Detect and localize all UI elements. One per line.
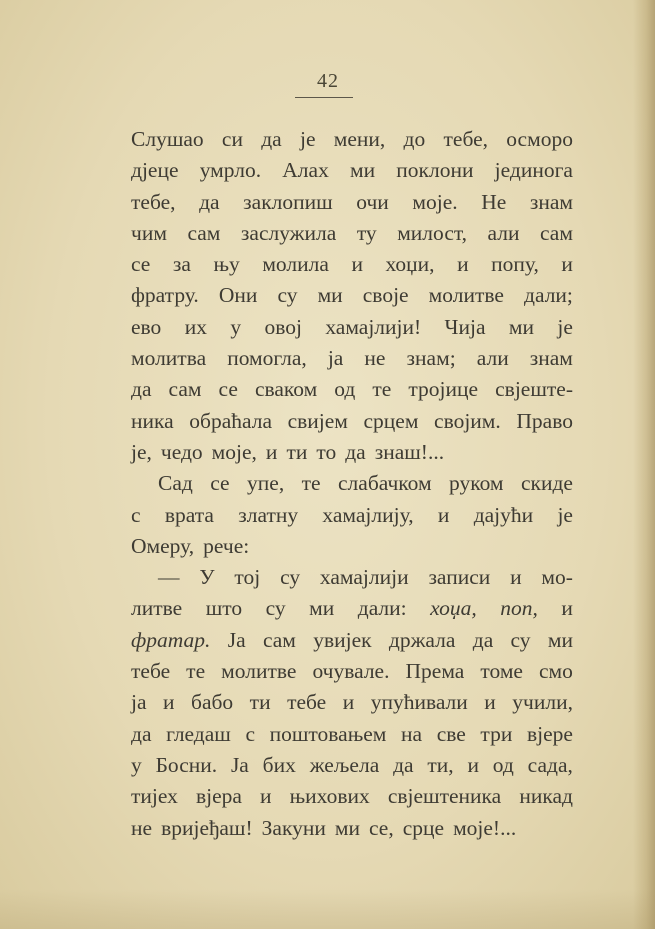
word: се, xyxy=(368,815,394,840)
word: што xyxy=(205,596,243,621)
word: сам xyxy=(168,377,202,402)
word: упућивали xyxy=(370,690,468,715)
text-line xyxy=(131,687,573,718)
word: — xyxy=(158,565,180,590)
word: Алах xyxy=(282,158,329,183)
word: тебе xyxy=(287,690,327,715)
text-line xyxy=(131,406,573,437)
word: дали: xyxy=(357,596,407,621)
word: у xyxy=(131,752,142,777)
text-line xyxy=(131,656,573,687)
word: знам xyxy=(529,189,573,214)
text-line xyxy=(131,531,573,562)
word: ми xyxy=(317,283,343,308)
word: и xyxy=(265,439,278,464)
word: тој xyxy=(234,565,261,590)
word: својим. xyxy=(434,408,501,433)
word: помогла, xyxy=(227,346,307,371)
word: срце xyxy=(402,815,445,840)
word: тијех xyxy=(131,784,178,809)
word: знам xyxy=(529,346,573,371)
word: с xyxy=(245,721,256,746)
word: чим xyxy=(131,220,167,245)
word: ми xyxy=(508,314,535,339)
word: учили, xyxy=(512,690,573,715)
text-line xyxy=(131,374,573,405)
word: молитве xyxy=(428,283,504,308)
word: се xyxy=(131,252,151,277)
word: их xyxy=(184,314,207,339)
word: да xyxy=(131,721,152,746)
page-bottom-shadow xyxy=(0,889,655,929)
word: је xyxy=(557,314,573,339)
word: и xyxy=(260,784,272,809)
word: али xyxy=(476,346,509,371)
word: бабо xyxy=(191,690,234,715)
word: Ја xyxy=(230,752,249,777)
word: све xyxy=(436,721,466,746)
word: је xyxy=(299,127,316,151)
word: с xyxy=(131,502,141,527)
word: сам xyxy=(539,220,573,245)
word: ту xyxy=(356,220,377,245)
text-line xyxy=(131,312,573,343)
text-line xyxy=(131,280,573,311)
word: ти xyxy=(249,690,271,715)
word: њу xyxy=(213,252,240,277)
word: ја xyxy=(327,346,344,371)
word: попу, xyxy=(491,252,539,277)
word: очи xyxy=(356,189,389,214)
word: на xyxy=(401,721,423,746)
word: да xyxy=(199,189,220,214)
word: ти, xyxy=(427,752,454,777)
word: су xyxy=(265,596,286,621)
word: моје. xyxy=(412,189,458,214)
word: су xyxy=(277,283,298,308)
word: Чија xyxy=(444,314,486,339)
word: никад xyxy=(519,784,573,809)
word: не xyxy=(364,346,386,371)
word: да xyxy=(472,627,494,652)
word: Према xyxy=(405,659,465,684)
word: држала xyxy=(388,627,456,652)
word: тројице xyxy=(408,377,479,402)
word: чедо xyxy=(160,439,203,464)
word: знаш!... xyxy=(374,439,445,464)
word: се xyxy=(210,471,230,496)
word: обраћала xyxy=(189,408,273,433)
word: до xyxy=(403,127,426,151)
word: фратру. xyxy=(131,283,199,308)
word: ево xyxy=(131,314,162,339)
word: хоџа, xyxy=(430,596,477,621)
word: осморо xyxy=(506,127,573,151)
word: молила xyxy=(262,252,329,277)
word: руком xyxy=(449,471,504,496)
word: и xyxy=(437,502,450,527)
text-line xyxy=(131,187,573,218)
text-line xyxy=(131,562,573,593)
word: мени, xyxy=(333,127,386,151)
word: молитве xyxy=(221,659,297,684)
word: да xyxy=(131,377,152,402)
word: ми xyxy=(547,627,573,652)
text-line xyxy=(131,155,573,186)
word: знам; xyxy=(406,346,456,371)
word: заслужила xyxy=(240,220,337,245)
word: слабачком xyxy=(338,471,432,496)
text-line xyxy=(131,750,573,781)
word: поп, xyxy=(500,596,538,621)
word: хоџи, xyxy=(385,252,435,277)
word: Слушао xyxy=(131,127,204,151)
page-edge-shadow xyxy=(633,0,655,929)
word: умрло. xyxy=(199,158,262,183)
word: хамајлију, xyxy=(322,502,414,527)
text-line xyxy=(131,437,573,468)
word: смо xyxy=(539,659,573,684)
word: тебе, xyxy=(443,127,489,151)
word: ми xyxy=(334,815,360,840)
word: вријеђаш! xyxy=(161,815,253,840)
word: вјере xyxy=(526,721,573,746)
text-line xyxy=(131,343,573,374)
word: те xyxy=(186,659,206,684)
word: Сад xyxy=(158,471,193,496)
word: од xyxy=(492,752,514,777)
word: свјештеника xyxy=(387,784,502,809)
word: и xyxy=(510,565,522,590)
word: и xyxy=(484,690,496,715)
word: три xyxy=(480,721,513,746)
word: упе, xyxy=(247,471,285,496)
word: и xyxy=(457,252,469,277)
word: литве xyxy=(131,596,183,621)
word: срцем xyxy=(363,408,419,433)
word: за xyxy=(172,252,191,277)
word: мо- xyxy=(541,565,573,590)
word: свјеште- xyxy=(495,377,573,402)
body-text xyxy=(131,124,573,844)
word: не xyxy=(131,815,153,840)
word: тебе xyxy=(131,659,171,684)
text-line xyxy=(131,249,573,280)
word: али xyxy=(487,220,520,245)
word: ника xyxy=(131,408,174,433)
word: свијем xyxy=(287,408,348,433)
word: У xyxy=(199,565,215,590)
word: Босни. xyxy=(155,752,218,777)
word: заклопиш xyxy=(243,189,333,214)
word: Омеру, xyxy=(131,533,195,558)
word: дали; xyxy=(524,283,573,308)
text-line xyxy=(131,813,573,844)
word: моје!... xyxy=(453,815,517,840)
word: и xyxy=(467,752,479,777)
text-line xyxy=(131,625,573,656)
word: и xyxy=(561,596,573,621)
word: скиде xyxy=(520,471,573,496)
word: ми xyxy=(350,158,376,183)
word: бих xyxy=(262,752,296,777)
word: је xyxy=(557,502,573,527)
word: рече: xyxy=(203,533,250,558)
word: Закуни xyxy=(261,815,326,840)
word: хамајлији xyxy=(319,565,409,590)
word: дајући xyxy=(473,502,534,527)
word: овој xyxy=(264,314,302,339)
word: сада, xyxy=(527,752,573,777)
word: записи xyxy=(428,565,491,590)
word: сам xyxy=(262,627,296,652)
word: милост, xyxy=(397,220,468,245)
word: су xyxy=(510,627,531,652)
word: молитва xyxy=(131,346,207,371)
word: у xyxy=(230,314,242,339)
word: ми xyxy=(309,596,335,621)
word: гледаш xyxy=(166,721,231,746)
word: да xyxy=(345,439,366,464)
word: Не xyxy=(481,189,507,214)
word: и xyxy=(342,690,355,715)
word: врата xyxy=(164,502,214,527)
word: своје xyxy=(362,283,409,308)
text-line xyxy=(131,468,573,499)
word: ти xyxy=(286,439,308,464)
page-number-rule xyxy=(295,97,353,98)
word: и xyxy=(561,252,573,277)
word: моје, xyxy=(211,439,257,464)
word: те xyxy=(301,471,321,496)
word: њихових xyxy=(289,784,370,809)
word: вјера xyxy=(195,784,242,809)
text-line xyxy=(131,218,573,249)
word: то xyxy=(316,439,337,464)
word: Они xyxy=(218,283,258,308)
text-line xyxy=(131,593,573,624)
word: си xyxy=(221,127,243,151)
word: Право xyxy=(516,408,573,433)
page-number: 42 xyxy=(317,70,339,92)
word: се xyxy=(218,377,238,402)
word: и xyxy=(163,690,175,715)
word: томе xyxy=(480,659,523,684)
word: поклони xyxy=(396,158,474,183)
word: ја xyxy=(131,690,147,715)
word: дјеце xyxy=(131,158,179,183)
word: фратар. xyxy=(131,627,211,652)
text-line xyxy=(131,719,573,750)
word: поштовањем xyxy=(269,721,387,746)
word: је, xyxy=(131,439,152,464)
word: да xyxy=(393,752,414,777)
word: сам xyxy=(187,220,221,245)
word: и xyxy=(351,252,363,277)
word: хамајлији! xyxy=(325,314,422,339)
word: Ја xyxy=(227,627,246,652)
word: увијек xyxy=(313,627,372,652)
word: очувале. xyxy=(312,659,390,684)
text-line xyxy=(131,500,573,531)
word: су xyxy=(280,565,301,590)
word: тебе, xyxy=(131,189,176,214)
word: жељела xyxy=(309,752,380,777)
word: да xyxy=(261,127,282,151)
text-line xyxy=(131,124,573,155)
word: сваком xyxy=(254,377,318,402)
word: јединога xyxy=(494,158,573,183)
word: златну xyxy=(238,502,299,527)
word: од xyxy=(334,377,356,402)
text-line xyxy=(131,781,573,812)
word: те xyxy=(372,377,392,402)
